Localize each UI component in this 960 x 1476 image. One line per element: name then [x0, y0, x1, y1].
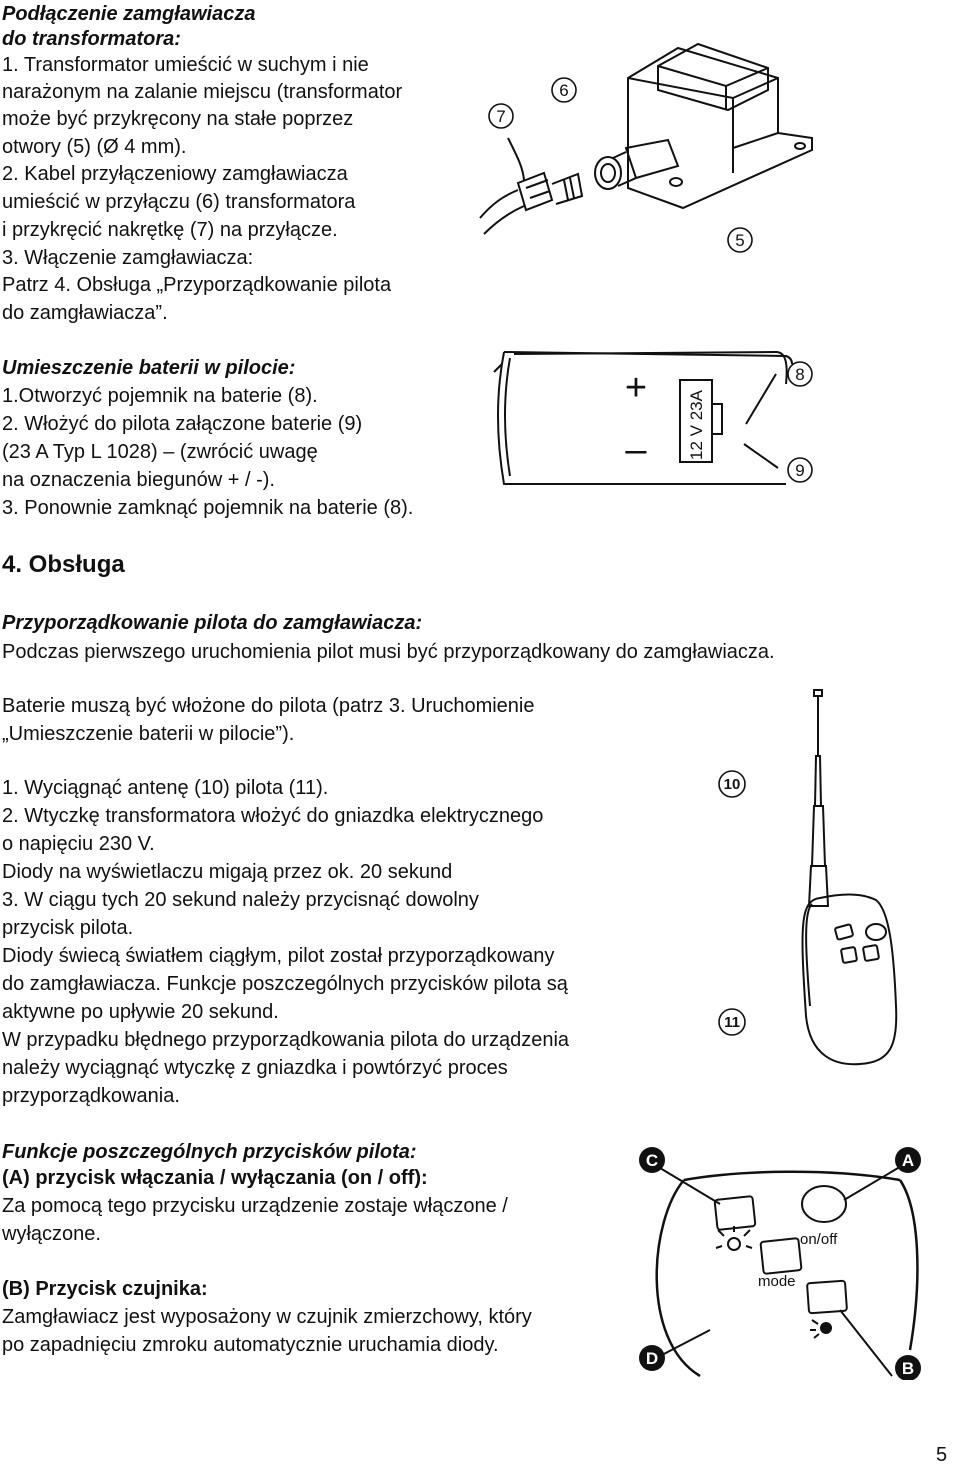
button-b-title: (B) Przycisk czujnika: [2, 1278, 208, 1300]
transformer-illustration [478, 38, 838, 268]
paragraph-line: Baterie muszą być włożone do pilota (patrz 3. Uruchomienie [2, 695, 535, 717]
paragraph-line: 2. Kabel przyłączeniowy zamgławiacza [2, 163, 348, 185]
mode-label: mode [758, 1273, 796, 1290]
paragraph-line: (23 A Typ L 1028) – (zwrócić uwagę [2, 441, 318, 463]
paragraph-line: 1. Wyciągnąć antenę (10) pilota (11). [2, 777, 329, 799]
paragraph-line: 3. Włączenie zamgławiacza: [2, 247, 254, 269]
callout-6: 6 [559, 81, 569, 100]
page-number: 5 [936, 1444, 948, 1466]
paragraph-line: 1.Otworzyć pojemnik na baterie (8). [2, 385, 318, 407]
button-a-title: (A) przycisk włączania / wyłączania (on / off): [2, 1167, 428, 1189]
paragraph-line: narażonym na zalanie miejscu (transformator [2, 81, 403, 103]
on-off-label: on/off [800, 1231, 838, 1248]
remote-buttons-illustration [630, 1140, 930, 1380]
paragraph-line: i przykręcić nakrętkę (7) na przyłącze. [2, 219, 338, 241]
callout-7: 7 [496, 107, 506, 126]
callout-a: A [901, 1151, 915, 1170]
battery-label: 12 V 23A [687, 390, 706, 460]
callout-d: D [645, 1349, 659, 1368]
paragraph-line: po zapadnięciu zmroku automatycznie uruchamia diody. [2, 1334, 499, 1356]
callout-10: 10 [723, 776, 741, 793]
plus-sign: + [624, 367, 648, 409]
battery-compartment-illustration [486, 344, 826, 504]
heading-battery: Umieszczenie baterii w pilocie: [2, 357, 296, 379]
minus-sign: – [625, 429, 647, 471]
paragraph-line: aktywne po upływie 20 sekund. [2, 1001, 279, 1023]
callout-9: 9 [795, 461, 805, 480]
remote-control-illustration [700, 686, 920, 1086]
paragraph-line: Za pomocą tego przycisku urządzenie zostaje włączone / [2, 1195, 508, 1217]
section-title-operation: 4. Obsługa [2, 551, 125, 578]
paragraph-line: Diody świecą światłem ciągłym, pilot został przyporządkowany [2, 945, 555, 967]
paragraph-line: o napięciu 230 V. [2, 833, 155, 855]
paragraph-line: 3. W ciągu tych 20 sekund należy przycisnąć dowolny [2, 889, 479, 911]
paragraph-line: otwory (5) (Ø 4 mm). [2, 136, 187, 158]
paragraph-line: Patrz 4. Obsługa „Przyporządkowanie pilota [2, 274, 392, 296]
paragraph-line: umieścić w przyłączu (6) transformatora [2, 191, 356, 213]
paragraph-line: Zamgławiacz jest wyposażony w czujnik zmierzchowy, który [2, 1306, 532, 1328]
paragraph-line: na oznaczenia biegunów + / -). [2, 469, 275, 491]
callout-8: 8 [795, 365, 805, 384]
paragraph-line: Podczas pierwszego uruchomienia pilot musi być przyporządkowany do zamgławiacza. [2, 641, 775, 663]
paragraph-line: przyporządkowania. [2, 1085, 180, 1107]
paragraph-line: może być przykręcony na stałe poprzez [2, 108, 354, 130]
heading-button-functions: Funkcje poszczególnych przycisków pilota: [2, 1141, 417, 1163]
paragraph-line: do zamgławiacza”. [2, 302, 168, 324]
callout-5: 5 [735, 231, 745, 250]
heading-connection-line-1: Podłączenie zamgławiacza [2, 3, 256, 25]
paragraph-line: W przypadku błędnego przyporządkowania pilota do urządzenia [2, 1029, 570, 1051]
paragraph-line: do zamgławiacza. Funkcje poszczególnych przycisków pilota są [2, 973, 568, 995]
paragraph-line: „Umieszczenie baterii w pilocie”). [2, 723, 295, 745]
callout-11: 11 [724, 1014, 740, 1031]
callout-b: B [901, 1359, 915, 1378]
paragraph-line: 3. Ponownie zamknąć pojemnik na baterie (8). [2, 497, 414, 519]
paragraph-line: Diody na wyświetlaczu migają przez ok. 20 sekund [2, 861, 453, 883]
paragraph-line: wyłączone. [2, 1223, 101, 1245]
heading-connection-line-2: do transformatora: [2, 28, 181, 50]
paragraph-line: 1. Transformator umieścić w suchym i nie [2, 54, 369, 76]
heading-pairing: Przyporządkowanie pilota do zamgławiacza: [2, 612, 423, 634]
callout-c: C [645, 1151, 659, 1170]
paragraph-line: przycisk pilota. [2, 917, 134, 939]
paragraph-line: 2. Wtyczkę transformatora włożyć do gniazdka elektrycznego [2, 805, 544, 827]
paragraph-line: należy wyciągnąć wtyczkę z gniazdka i powtórzyć proces [2, 1057, 508, 1079]
paragraph-line: 2. Włożyć do pilota załączone baterie (9) [2, 413, 363, 435]
